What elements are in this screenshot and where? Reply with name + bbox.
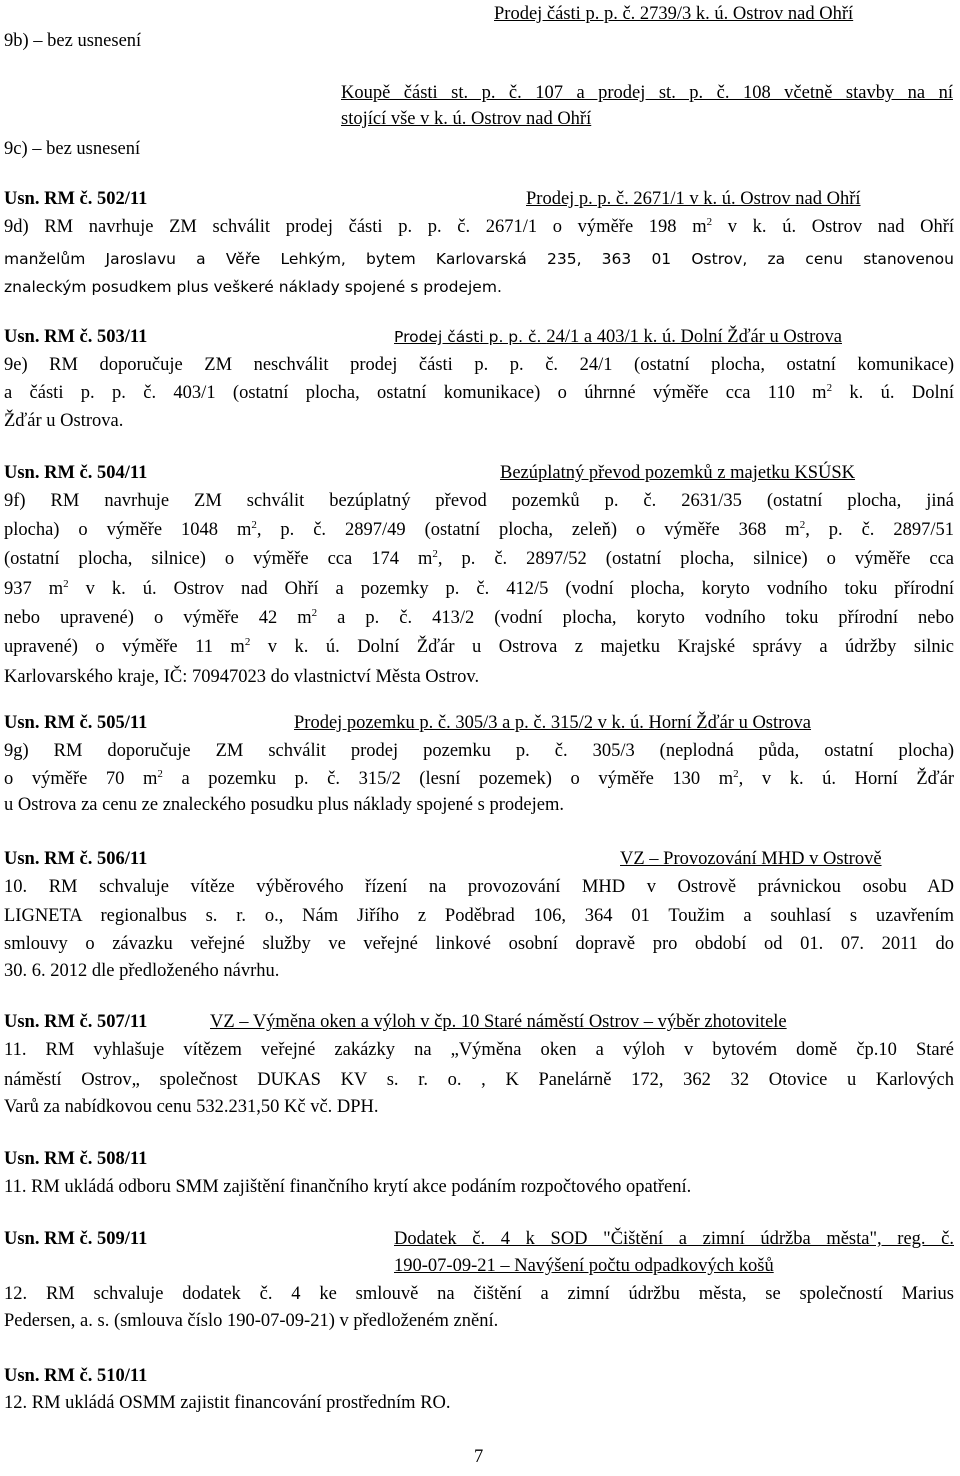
resolution-507-text-line-2: náměstí Ostrov„ společnost DUKAS KV s. r. o. , K Panelárně 172, 362 32 Otovice u Karlových	[4, 1070, 954, 1090]
resolution-504-text-line-3: (ostatní plocha, silnice) o výměře cca 174 $m^2$, p. č. 2897/52 (ostatní plocha, silnice) o výměře cca	[4, 548, 954, 569]
resolution-509-heading: Usn. RM č. 509/11	[4, 1229, 148, 1249]
item-9c-title-line-2: stojící vše v k. ú. Ostrov nad Ohří	[341, 109, 592, 129]
resolution-503-text-line-3: Žďár u Ostrova.	[4, 411, 124, 431]
resolution-504-title: Bezúplatný převod pozemků z majetku KSÚSK	[500, 463, 856, 483]
resolution-510-heading: Usn. RM č. 510/11	[4, 1366, 148, 1386]
resolution-509-text-line-1: 12. RM schvaluje dodatek č. 4 ke smlouvě na čištění a zimní údržbu města, se společností Marius	[4, 1284, 954, 1304]
resolution-505-text-line-1: 9g) RM doporučuje ZM schválit prodej pozemku p. č. 305/3 (neplodná půda, ostatní plocha)	[4, 741, 954, 761]
page-number: 7	[474, 1447, 484, 1467]
resolution-505-text-line-2: o výměře 70 $m^2$ a pozemku p. č. 315/2 (lesní pozemek) o výměře 130 $m^2$, v k. ú. Horní Žďár	[4, 768, 954, 789]
item-9c-title-line-1: Koupě části st. p. č. 107 a prodej st. p. č. 108 včetně stavby na ní	[341, 83, 953, 103]
resolution-508-text-line-1: 11. RM ukládá odboru SMM zajištění finančního krytí akce podáním rozpočtového opatření.	[4, 1177, 692, 1197]
resolution-502-heading: Usn. RM č. 502/11	[4, 189, 148, 209]
resolution-507-text-line-3: Varů za nabídkovou cenu 532.231,50 Kč vč. DPH.	[4, 1097, 379, 1117]
resolution-509-title-line-2: 190-07-09-21 – Navýšení počtu odpadkových košů	[394, 1256, 774, 1276]
resolution-506-title: VZ – Provozování MHD v Ostrově	[620, 849, 882, 869]
resolution-506-text-line-3: smlouvy o závazku veřejné služby ve veřejné linkové osobní dopravě pro období od 01. 07. 2011 do	[4, 934, 954, 954]
resolution-503-heading: Usn. RM č. 503/11	[4, 327, 148, 347]
resolution-503-text-line-1: 9e) RM doporučuje ZM neschválit prodej části p. p. č. 24/1 (ostatní plocha, ostatní komunikace)	[4, 355, 954, 375]
resolution-507-title: VZ – Výměna oken a výloh v čp. 10 Staré náměstí Ostrov – výběr zhotovitele	[210, 1012, 787, 1032]
resolution-502-text-line-2: manželům Jaroslavu a Věře Lehkým, bytem Karlovarská 235, 363 01 Ostrov, za cenu stanovenou	[4, 250, 954, 268]
resolution-503-text-line-2: a části p. p. č. 403/1 (ostatní plocha, ostatní komunikace) o úhrnné výměře cca 110 $m^2$ k. ú. Dolní	[4, 382, 954, 403]
resolution-506-text-line-4: 30. 6. 2012 dle předloženého návrhu.	[4, 961, 280, 981]
resolution-506-text-line-1: 10. RM schvaluje vítěze výběrového řízení na provozování MHD v Ostrově právnickou osobu AD	[4, 877, 954, 897]
item-9c-label: 9c) – bez usnesení	[4, 139, 141, 159]
resolution-504-text-line-2: plocha) o výměře 1048 $m^2$, p. č. 2897/49 (ostatní plocha, zeleň) o výměře 368 $m^2$, p. č. 2897/51	[4, 519, 954, 540]
resolution-502-text-line-1: 9d) RM navrhuje ZM schválit prodej části p. p. č. 2671/1 o výměře 198 $m^2$ v k. ú. Ostrov nad Ohří	[4, 216, 955, 237]
resolution-504-text-line-4: 937 $m^2$ v k. ú. Ostrov nad Ohří a pozemky p. č. 412/5 (vodní plocha, koryto vodního toku přírodní	[4, 578, 955, 599]
item-9b-label: 9b) – bez usnesení	[4, 31, 142, 51]
resolution-504-heading: Usn. RM č. 504/11	[4, 463, 148, 483]
resolution-504-text-line-7: Karlovarského kraje, IČ: 70947023 do vlastnictví Města Ostrov.	[4, 667, 480, 687]
resolution-505-heading: Usn. RM č. 505/11	[4, 713, 148, 733]
resolution-504-text-line-1: 9f) RM navrhuje ZM schválit bezúplatný převod pozemků p. č. 2631/35 (ostatní plocha, jiná	[4, 491, 954, 511]
resolution-507-text-line-1: 11. RM vyhlašuje vítězem veřejné zakázky na „Výměna oken a výloh v bytovém domě čp.10 Staré	[4, 1040, 954, 1060]
resolution-509-text-line-2: Pedersen, a. s. (smlouva číslo 190-07-09-21) v předloženém znění.	[4, 1311, 499, 1331]
resolution-502-text-line-3: znaleckým posudkem plus veškeré náklady spojené s prodejem.	[4, 278, 502, 296]
resolution-502-title: Prodej p. p. č. 2671/1 v k. ú. Ostrov nad Ohří	[526, 189, 861, 209]
resolution-508-heading: Usn. RM č. 508/11	[4, 1149, 148, 1169]
resolution-504-text-line-5: nebo upravené) o výměře 42 $m^2$ a p. č. 413/2 (vodní plocha, koryto vodního toku přírodní nebo	[4, 607, 955, 628]
resolution-505-text-line-3: u Ostrova za cenu ze znaleckého posudku plus náklady spojené s prodejem.	[4, 795, 564, 815]
resolution-505-title: Prodej pozemku p. č. 305/3 a p. č. 315/2 v k. ú. Horní Žďár u Ostrova	[294, 713, 812, 733]
item-9b-title: Prodej části p. p. č. 2739/3 k. ú. Ostrov nad Ohří	[494, 4, 854, 24]
resolution-506-heading: Usn. RM č. 506/11	[4, 849, 148, 869]
resolution-503-title: Prodej části p. p. č. 24/1 a 403/1 k. ú. Dolní Žďár u Ostrova	[394, 327, 842, 347]
resolution-507-heading: Usn. RM č. 507/11	[4, 1012, 148, 1032]
resolution-506-text-line-2: LIGNETA regionalbus s. r. o., Nám Jiřího z Poděbrad 106, 364 01 Toužim a souhlasí s uzavřením	[4, 906, 954, 926]
resolution-504-text-line-6: upravené) o výměře 11 $m^2$ v k. ú. Dolní Žďár u Ostrova z majetku Krajské správy a údržby silnic	[4, 636, 954, 657]
resolution-509-title-line-1: Dodatek č. 4 k SOD "Čištění a zimní údržba města", reg. č.	[394, 1229, 954, 1249]
resolution-510-text-line-1: 12. RM ukládá OSMM zajistit financování prostředním RO.	[4, 1393, 451, 1413]
